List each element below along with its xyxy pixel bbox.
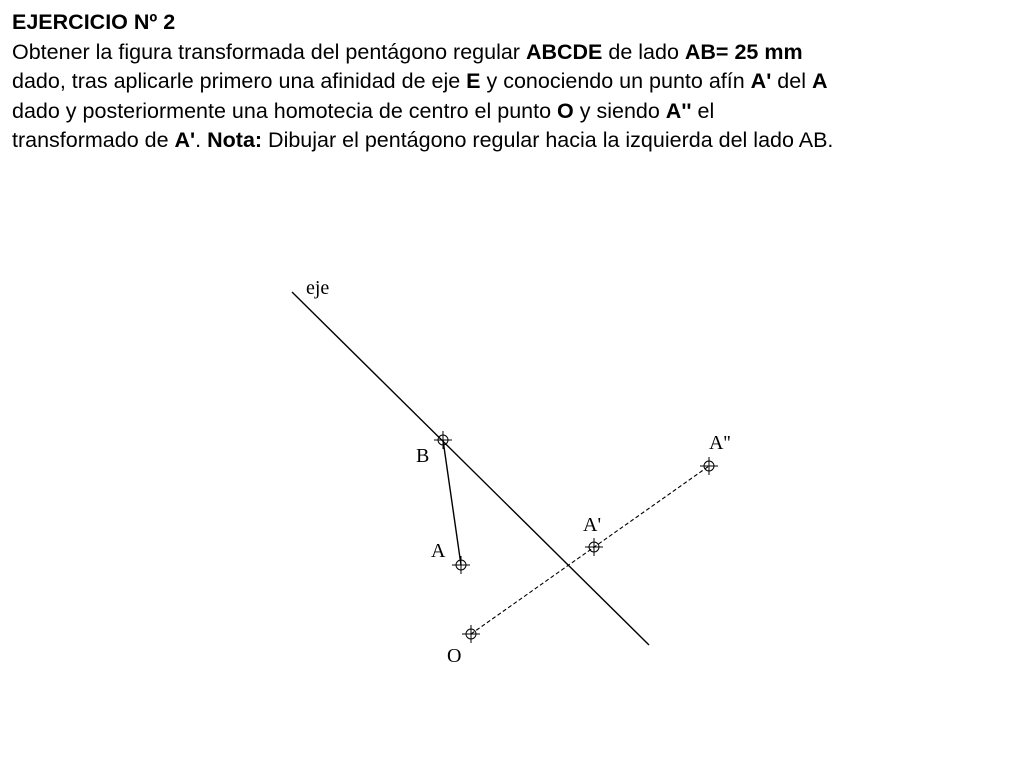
point-a-ref: A bbox=[811, 69, 828, 93]
statement-text: dado, tras aplicarle primero una afinidad de eje bbox=[12, 69, 467, 93]
point-o-marker bbox=[462, 625, 480, 643]
pentagon-name: ABCDE bbox=[525, 39, 603, 64]
point-a-marker bbox=[452, 556, 470, 574]
statement-text: Obtener la figura transformada del pentágono regular bbox=[12, 39, 526, 64]
point-o-label: O bbox=[447, 645, 462, 667]
axis-label: eje bbox=[306, 277, 330, 299]
exercise-title: EJERCICIO Nº 2 bbox=[12, 10, 176, 34]
point-a-prime-marker bbox=[585, 538, 603, 556]
statement-text: Dibujar el pentágono regular hacia la izquierda del lado AB. bbox=[262, 128, 834, 152]
point-a-label: A bbox=[431, 540, 446, 562]
affinity-axis-line bbox=[292, 292, 649, 645]
point-a-prime-ref: A' bbox=[750, 69, 772, 93]
point-a-double-prime-ref: A'' bbox=[665, 98, 692, 123]
statement-text: y siendo bbox=[573, 98, 666, 123]
statement-text: dado y posteriormente una homotecia de centro el punto bbox=[12, 98, 558, 123]
statement-text: el bbox=[691, 98, 715, 123]
point-b-marker bbox=[434, 431, 452, 449]
point-a-prime-ref: A' bbox=[174, 128, 196, 152]
axis-name: E bbox=[466, 69, 481, 93]
statement-text: de lado bbox=[602, 39, 685, 64]
statement-text: transformado de bbox=[12, 128, 175, 152]
point-b-label: B bbox=[416, 445, 430, 467]
point-a-double-prime-marker bbox=[700, 457, 718, 475]
statement-text: . bbox=[195, 128, 208, 152]
center-o-ref: O bbox=[557, 98, 574, 123]
segment-ab bbox=[443, 440, 461, 565]
statement-text: del bbox=[771, 69, 812, 93]
point-a-double-prime-label: A'' bbox=[709, 432, 731, 454]
side-length: AB= 25 mm bbox=[684, 39, 803, 64]
statement-text: y conociendo un punto afín bbox=[480, 69, 751, 93]
point-a-prime-label: A' bbox=[583, 514, 602, 536]
note-label: Nota: bbox=[207, 128, 263, 152]
